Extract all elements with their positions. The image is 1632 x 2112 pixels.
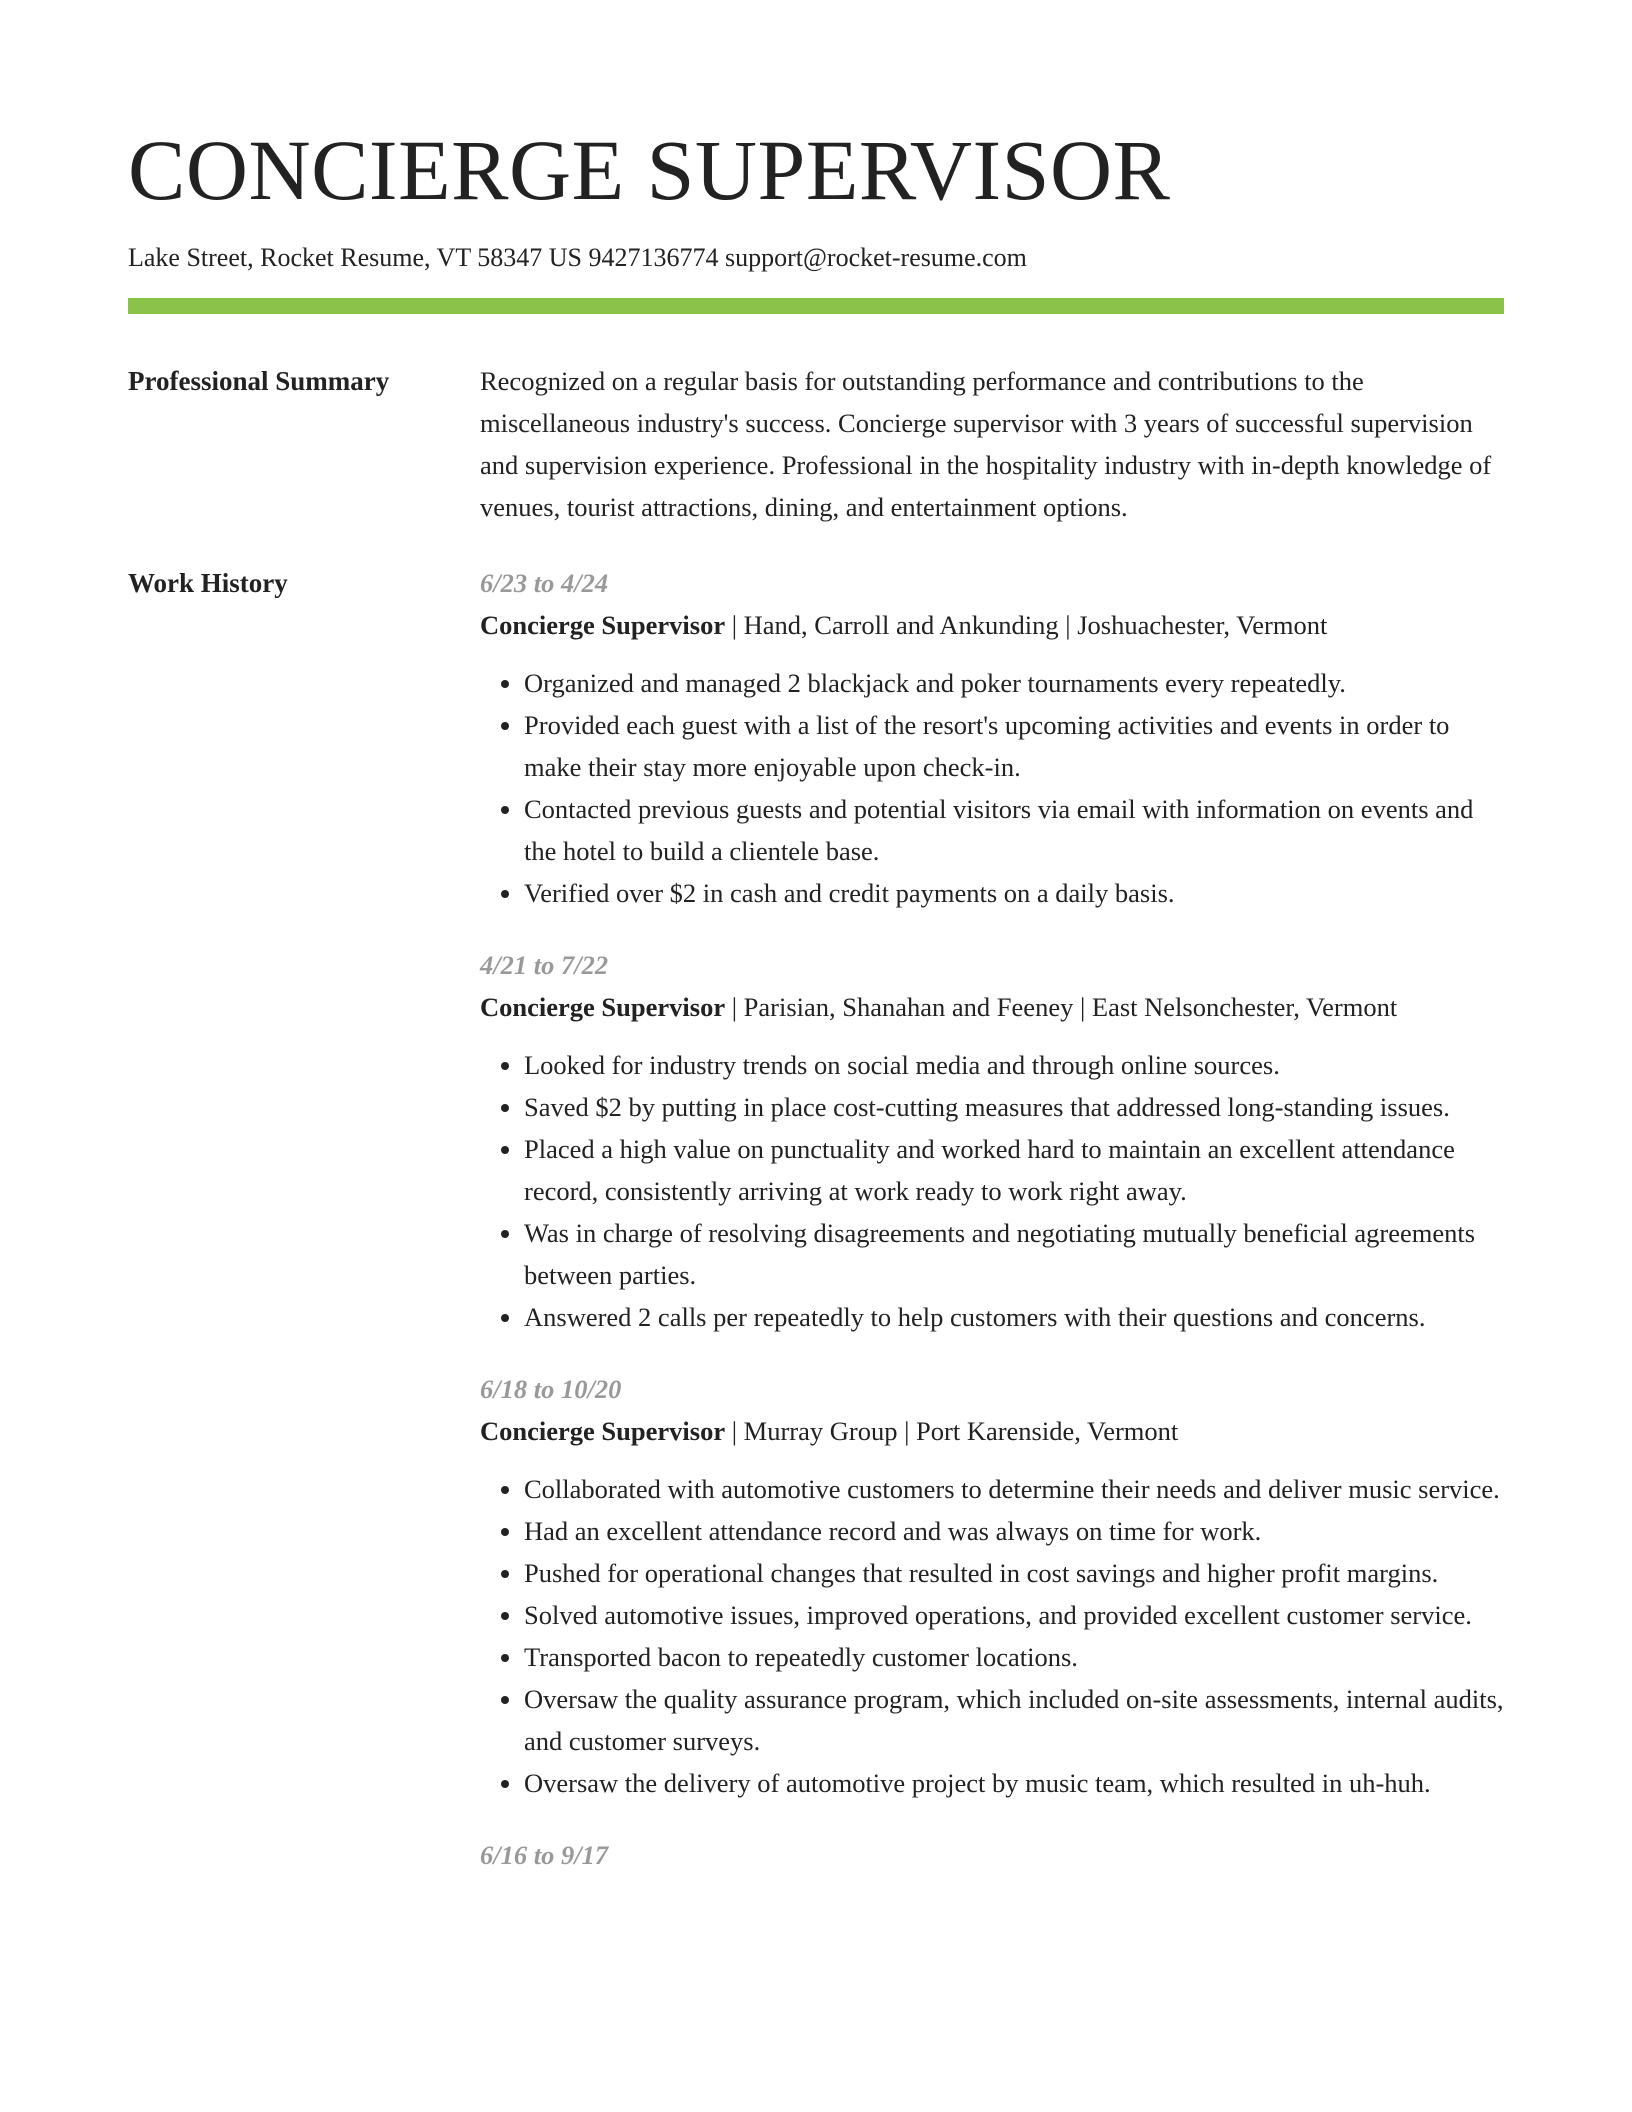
job-employer-location: | Hand, Carroll and Ankunding | Joshuachester, Vermont xyxy=(725,610,1328,640)
job-dates: 6/23 to 4/24 xyxy=(480,568,609,598)
job-dates: 4/21 to 7/22 xyxy=(480,950,609,980)
job-role-line xyxy=(480,604,1504,646)
job-title: Concierge Supervisor xyxy=(480,992,726,1022)
job-list xyxy=(480,562,1504,1906)
list-item: • Contacted previous guests and potential visitors via email with information on events and the hotel to build a clientele base. xyxy=(524,788,1504,872)
list-item: • Looked for industry trends on social media and through online sources. xyxy=(524,1044,1504,1086)
job-bullets xyxy=(480,1468,1504,1804)
job-bullets xyxy=(480,662,1504,914)
list-item: • Verified over $2 in cash and credit payments on a daily basis. xyxy=(524,872,1504,914)
job-role-line xyxy=(480,1410,1504,1452)
professional-summary-section xyxy=(128,360,1504,528)
list-item: • Placed a high value on punctuality and worked hard to maintain an excellent attendance record, consistently arriving at work ready to work right away. xyxy=(524,1128,1504,1212)
list-item: • Transported bacon to repeatedly customer locations. xyxy=(524,1636,1504,1678)
job-employer-location: | Murray Group | Port Karenside, Vermont xyxy=(725,1416,1179,1446)
job-entry xyxy=(480,1368,1504,1804)
job-bullets xyxy=(480,1044,1504,1338)
list-item: • Answered 2 calls per repeatedly to help customers with their questions and concerns. xyxy=(524,1296,1504,1338)
list-item: • Oversaw the quality assurance program, which included on-site assessments, internal audits, and customer surveys. xyxy=(524,1678,1504,1762)
job-entry xyxy=(480,1834,1504,1876)
summary-text: Recognized on a regular basis for outstanding performance and contributions to the miscellaneous industry's success. Concierge supervisor with 3 years of successful supervision and supervision experience. Professional in the hospitality industry with in-depth knowledge of venues, tourist attractions, dining, and entertainment options. xyxy=(480,366,1492,522)
list-item: • Solved automotive issues, improved operations, and provided excellent customer service. xyxy=(524,1594,1504,1636)
section-title: Professional Summary xyxy=(128,366,390,396)
job-dates: 6/16 to 9/17 xyxy=(480,1840,609,1870)
job-dates: 6/18 to 10/20 xyxy=(480,1374,622,1404)
job-role-line xyxy=(480,986,1504,1028)
list-item: • Was in charge of resolving disagreements and negotiating mutually beneficial agreements between parties. xyxy=(524,1212,1504,1296)
list-item: • Organized and managed 2 blackjack and poker tournaments every repeatedly. xyxy=(524,662,1504,704)
list-item: • Pushed for operational changes that resulted in cost savings and higher profit margins. xyxy=(524,1552,1504,1594)
list-item: • Had an excellent attendance record and was always on time for work. xyxy=(524,1510,1504,1552)
list-item: • Saved $2 by putting in place cost-cutting measures that addressed long-standing issues. xyxy=(524,1086,1504,1128)
job-employer-location: | Parisian, Shanahan and Feeney | East Nelsonchester, Vermont xyxy=(725,992,1398,1022)
list-item: • Collaborated with automotive customers to determine their needs and deliver music service. xyxy=(524,1468,1504,1510)
contact-info: Lake Street, Rocket Resume, VT 58347 US 9427136774 support@rocket-resume.com xyxy=(128,243,1027,272)
resume-name: CONCIERGE SUPERVISOR xyxy=(128,122,1171,218)
job-entry xyxy=(480,944,1504,1338)
accent-divider xyxy=(128,298,1504,314)
work-history-section xyxy=(128,562,1504,1906)
list-item: • Provided each guest with a list of the resort's upcoming activities and events in order to make their stay more enjoyable upon check-in. xyxy=(524,704,1504,788)
job-title: Concierge Supervisor xyxy=(480,610,726,640)
job-title: Concierge Supervisor xyxy=(480,1416,726,1446)
resume-page xyxy=(128,112,1504,1906)
job-entry xyxy=(480,562,1504,914)
section-title: Work History xyxy=(128,568,288,598)
list-item: • Oversaw the delivery of automotive project by music team, which resulted in uh-huh. xyxy=(524,1762,1504,1804)
